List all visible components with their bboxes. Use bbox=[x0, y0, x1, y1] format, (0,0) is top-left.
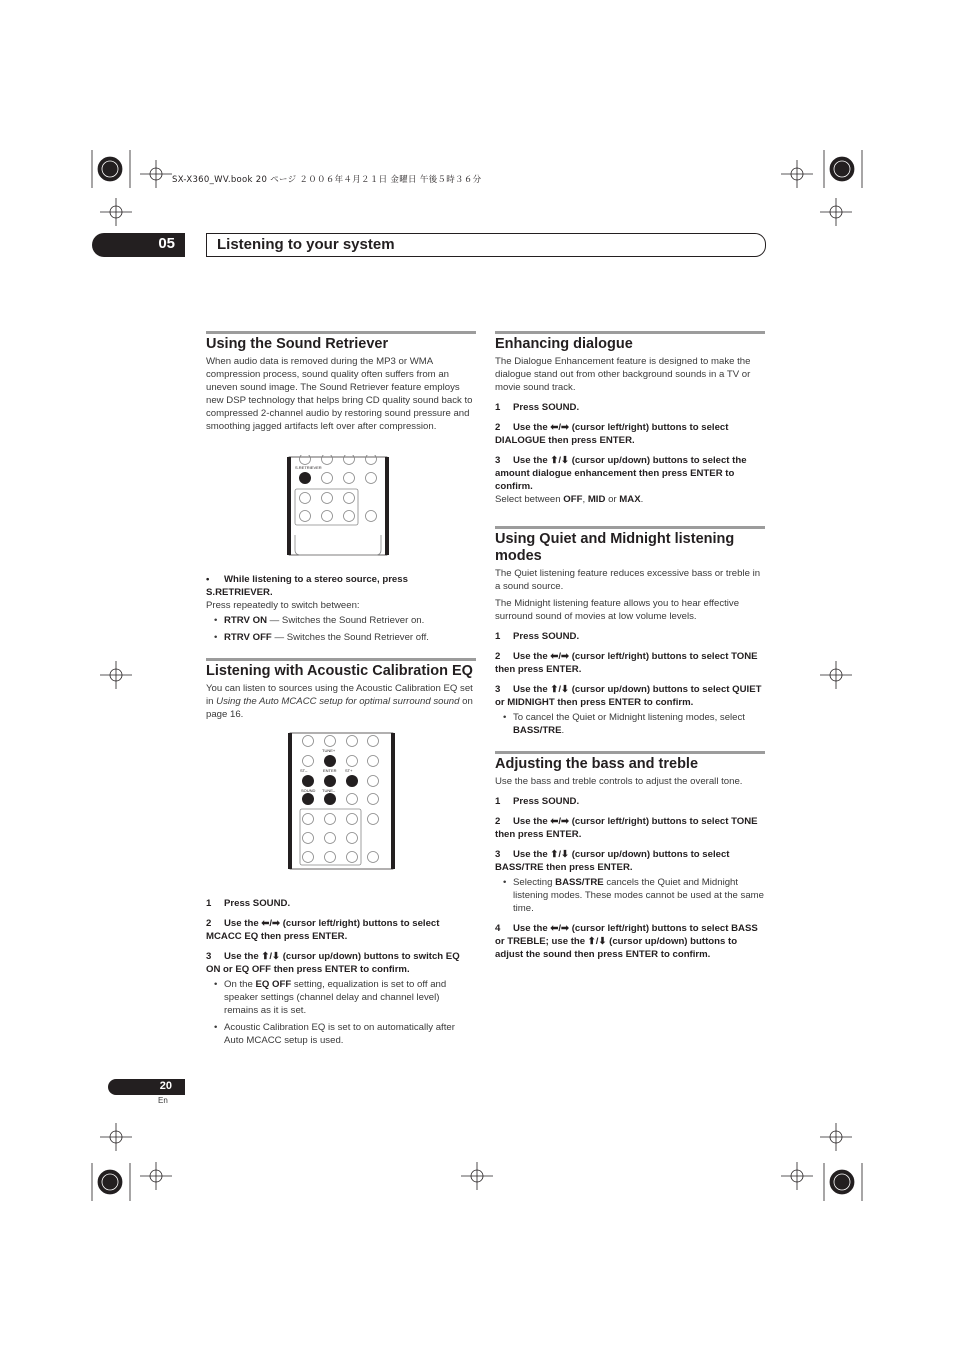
section-title: Using the Sound Retriever bbox=[206, 336, 389, 352]
remote-illustration-retriever bbox=[206, 455, 476, 563]
section-intro: The Dialogue Enhancement feature is designed to make the dialogue stand out from other background sounds in a TV or movie sound track. bbox=[495, 356, 751, 393]
cursor-left-icon bbox=[302, 775, 314, 787]
step-3: 3 Use the ⬆/⬇ (cursor up/down) buttons to switch EQ ON or EQ OFF then press ENTER to confirm. bbox=[206, 951, 460, 975]
remote-label-tune-down: TUNE– bbox=[322, 788, 336, 793]
remote-label-st-right: ST+ bbox=[345, 768, 353, 773]
list-item: • Acoustic Calibration EQ is set to on automatically after Auto MCACC setup is used. bbox=[224, 1021, 476, 1047]
section-intro: You can listen to sources using the Acoustic Calibration EQ set in Using the Auto MCACC setup for optimal surround sound on page 16. bbox=[206, 683, 473, 720]
left-column bbox=[206, 331, 476, 1051]
section-intro-2: The Midnight listening feature allows you to hear effective surround sound of movies at low volume levels. bbox=[495, 598, 740, 622]
step-2: 2 Use the ⬅/➡ (cursor left/right) buttons to select TONE then press ENTER. bbox=[495, 651, 758, 675]
list-item: • On the EQ OFF setting, equalization is set to off and speaker settings (channel delay and channel level) remains as it is set. bbox=[224, 978, 476, 1017]
remote-label-s-retriever: S.RETRIEVER bbox=[295, 465, 322, 470]
step-3: 3 Use the ⬆/⬇ (cursor up/down) buttons to select the amount dialogue enhancement then press ENTER to confirm. bbox=[495, 455, 747, 492]
select-text: Select between OFF, MID or MAX. bbox=[495, 494, 644, 505]
section-intro-1: The Quiet listening feature reduces excessive bass or treble in a sound source. bbox=[495, 568, 761, 592]
step-2: 2 Use the ⬅/➡ (cursor left/right) buttons to select DIALOGUE then press ENTER. bbox=[495, 422, 729, 446]
section-acoustic-eq bbox=[206, 658, 476, 1047]
section-bass-treble bbox=[495, 751, 765, 961]
remote-label-st-left: ST– bbox=[300, 768, 308, 773]
eq-steps bbox=[206, 897, 476, 976]
bullet-glyph: • bbox=[206, 574, 210, 585]
list-item: • RTRV OFF — Switches the Sound Retriever off. bbox=[224, 631, 476, 644]
step-4: 4 Use the ⬅/➡ (cursor left/right) buttons to select BASS or TREBLE; use the ⬆/⬇ (cursor up/down) buttons to adjust the sound then press ENTER to confirm. bbox=[495, 923, 758, 960]
s-retriever-button-icon bbox=[299, 472, 311, 484]
remote-label-sound: SOUND bbox=[301, 788, 316, 793]
section-title: Listening with Acoustic Calibration EQ bbox=[206, 663, 473, 679]
eq-notes bbox=[206, 978, 476, 1047]
remote-label-enter: ENTER bbox=[323, 768, 337, 773]
cursor-up-icon bbox=[324, 755, 336, 767]
remote-illustration-cursor bbox=[206, 731, 476, 871]
page-number-tab bbox=[108, 1079, 185, 1095]
file-info-line: SX-X360_WV.book 20 ページ ２００６年４月２１日 金曜日 午後５時３６分 bbox=[172, 175, 482, 185]
enter-button-icon bbox=[324, 775, 336, 787]
quiet-notes bbox=[495, 711, 765, 737]
cursor-right-icon bbox=[346, 775, 358, 787]
step-1: 1 Press SOUND. bbox=[495, 402, 580, 413]
chapter-bar bbox=[206, 233, 766, 257]
step-3: 3 Use the ⬆/⬇ (cursor up/down) buttons to select QUIET or MIDNIGHT then press ENTER to confirm. bbox=[495, 684, 762, 708]
section-title: Adjusting the bass and treble bbox=[495, 756, 699, 772]
retriever-options bbox=[206, 614, 476, 644]
step-3: 3 Use the ⬆/⬇ (cursor up/down) buttons to select BASS/TRE then press ENTER. bbox=[495, 849, 730, 873]
chapter-number: 05 bbox=[158, 235, 175, 252]
cursor-down-icon bbox=[324, 793, 336, 805]
remote-label-tune-up: TUNE+ bbox=[322, 748, 336, 753]
section-intro: When audio data is removed during the MP3 or WMA compression process, sound quality often suffers from an uneven sound image. The Sound Retriever feature employs new DSP technology that helps bring CD quality sound back to compressed 2-channel audio by restoring sound pressure and smoothing jagged artifacts left over after compression. bbox=[206, 356, 473, 432]
step-1: 1 Press SOUND. bbox=[206, 898, 291, 909]
list-item: • To cancel the Quiet or Midnight listening modes, select BASS/TRE. bbox=[513, 711, 765, 737]
chapter-tab bbox=[92, 233, 185, 257]
step-1: 1 Press SOUND. bbox=[495, 796, 580, 807]
language-label: En bbox=[158, 1096, 168, 1105]
section-dialogue bbox=[495, 331, 765, 506]
section-title: Using Quiet and Midnight listening modes bbox=[495, 531, 735, 564]
chapter-title: Listening to your system bbox=[217, 236, 395, 253]
step-2: 2 Use the ⬅/➡ (cursor left/right) buttons to select MCACC EQ then press ENTER. bbox=[206, 918, 440, 942]
list-item: • Selecting BASS/TRE cancels the Quiet and Midnight listening modes. These modes cannot be used at the same time. bbox=[513, 876, 765, 915]
section-sound-retriever bbox=[206, 331, 476, 644]
press-text: Press repeatedly to switch between: bbox=[206, 600, 360, 611]
step-text: While listening to a stereo source, press S.RETRIEVER. bbox=[206, 574, 408, 598]
list-item: • RTRV ON — Switches the Sound Retriever on. bbox=[224, 614, 476, 627]
section-intro: Use the bass and treble controls to adjust the overall tone. bbox=[495, 776, 743, 787]
section-quiet-midnight bbox=[495, 526, 765, 737]
bass-notes bbox=[495, 876, 765, 915]
right-column bbox=[495, 331, 765, 961]
step-2: 2 Use the ⬅/➡ (cursor left/right) buttons to select TONE then press ENTER. bbox=[495, 816, 758, 840]
section-title: Enhancing dialogue bbox=[495, 336, 633, 352]
step-retriever bbox=[206, 573, 476, 599]
page-number: 20 bbox=[159, 1080, 172, 1092]
step-1: 1 Press SOUND. bbox=[495, 631, 580, 642]
sound-button-icon bbox=[302, 793, 314, 805]
